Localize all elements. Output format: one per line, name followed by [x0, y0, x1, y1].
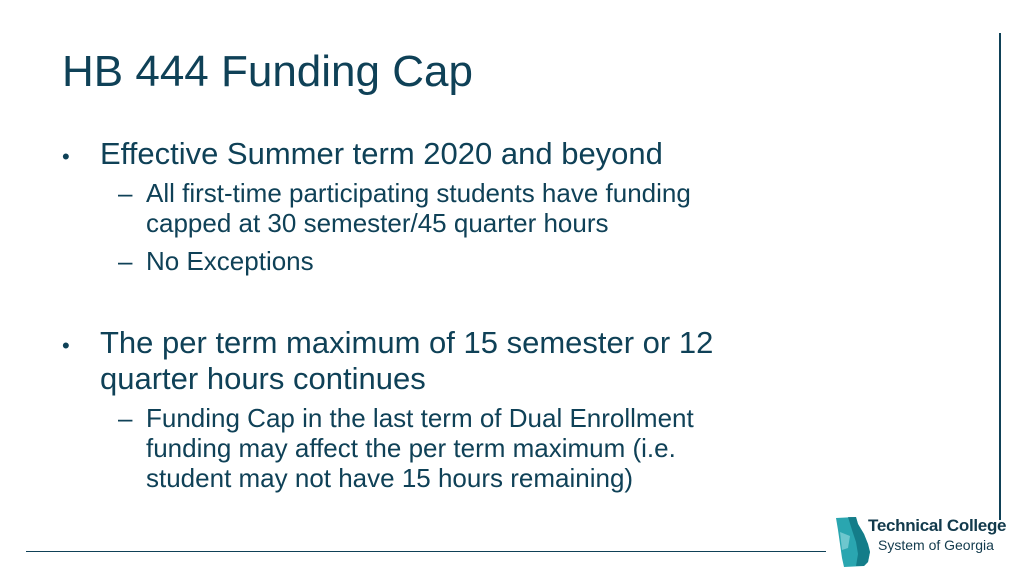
- sub-bullet-marker: –: [118, 178, 133, 208]
- bullet-2-line-1: The per term maximum of 15 semester or 12: [100, 325, 714, 360]
- bullet-2-sub-1-line-2: funding may affect the per term maximum (i.e.: [146, 433, 676, 463]
- bottom-horizontal-rule: [26, 551, 826, 552]
- bullet-1-text: Effective Summer term 2020 and beyond: [100, 136, 663, 171]
- sub-bullet-marker: –: [118, 403, 133, 433]
- bullet-2-line-2: quarter hours continues: [100, 361, 426, 396]
- slide-title: HB 444 Funding Cap: [62, 47, 473, 96]
- bullet-1-sub-2: No Exceptions: [146, 246, 314, 276]
- bullet-2-sub-1-line-1: Funding Cap in the last term of Dual Enrollment: [146, 403, 694, 433]
- right-vertical-rule: [999, 33, 1001, 520]
- logo-text-line-2: System of Georgia: [878, 537, 994, 553]
- logo-text-line-1: Technical College: [868, 516, 1007, 535]
- bullet-1-sub-1-line-1: All first-time participating students have funding: [146, 178, 691, 208]
- sub-bullet-marker: –: [118, 246, 133, 276]
- bullet-marker: •: [62, 144, 70, 169]
- bullet-1-sub-1-line-2: capped at 30 semester/45 quarter hours: [146, 208, 609, 238]
- bullet-marker: •: [62, 333, 70, 358]
- bullet-2-sub-1-line-3: student may not have 15 hours remaining): [146, 463, 634, 493]
- tcsg-logo: [834, 514, 1014, 570]
